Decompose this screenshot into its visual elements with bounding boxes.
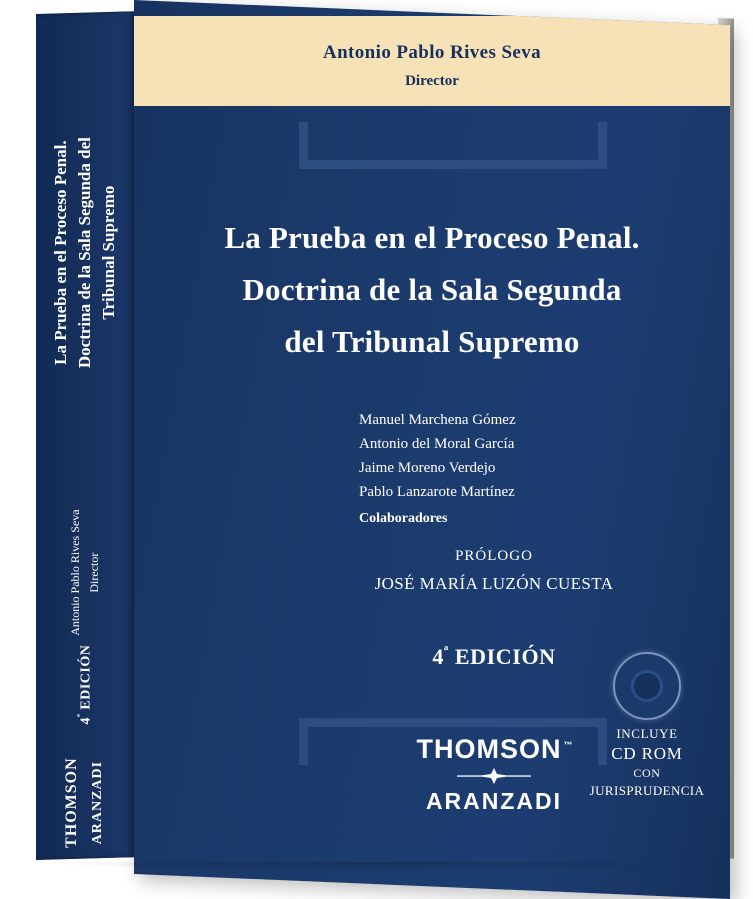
spine-title: [49, 137, 121, 368]
prologue-label: PRÓLOGO: [455, 548, 533, 564]
cd-badge-text: [572, 726, 722, 799]
spine-author: [66, 509, 104, 635]
cover-edition-number: 4: [432, 644, 444, 669]
collaborators-label: Colaboradores: [359, 511, 448, 526]
spine-edition-word: EDICIÓN: [78, 644, 94, 710]
cover-author-role: Director: [405, 73, 459, 89]
publisher-imprint: ARANZADI: [425, 788, 563, 814]
spine-title-line: Tribunal Supremo: [99, 185, 118, 320]
spine-edition-ordinal: ª: [75, 713, 87, 718]
cd-badge-line: CON: [633, 766, 661, 780]
cover-title-line: Doctrina de la Sala Segunda: [242, 272, 622, 307]
cover-title-line: La Prueba en el Proceso Penal.: [224, 220, 640, 255]
cover-title: [174, 212, 690, 368]
cover-edition-word: EDICIÓN: [454, 644, 556, 669]
spine-publisher-name: THOMSON: [63, 757, 80, 848]
spine-edition-number: 4: [78, 717, 94, 725]
spine-publisher-imprint: ARANZADI: [90, 760, 105, 845]
book-front-cover: [134, 0, 730, 899]
decorative-bracket-top-icon: [299, 122, 607, 169]
cd-badge-line: CD ROM: [611, 744, 683, 763]
cover-header-band: [134, 16, 730, 106]
book-shadow: [40, 862, 730, 872]
spine-title-line: Doctrina de la Sala Segunda del: [75, 137, 94, 369]
cover-collaborators: [359, 408, 689, 527]
collaborator-name: Manuel Marchena Gómez: [359, 412, 516, 428]
spine-author-role: Director: [87, 552, 101, 593]
cover-author-name: Antonio Pablo Rives Seva: [322, 42, 542, 63]
collaborator-name: Pablo Lanzarote Martínez: [359, 484, 515, 500]
collaborator-name: Jaime Moreno Verdejo: [359, 460, 496, 476]
cover-prologue: [284, 548, 704, 594]
publisher-name-text: THOMSON: [416, 734, 562, 764]
cover-edition-ordinal: ª: [443, 644, 449, 660]
spine-publisher: [59, 757, 111, 848]
cover-title-line: del Tribunal Supremo: [284, 324, 580, 359]
cd-disc-icon: [613, 652, 681, 720]
book-spine: [36, 11, 134, 860]
cd-badge-line: JURISPRUDENCIA: [589, 783, 705, 798]
spine-author-name: Antonio Pablo Rives Seva: [68, 509, 82, 636]
spine-title-line: La Prueba en el Proceso Penal.: [51, 140, 70, 365]
spine-edition: [76, 645, 95, 725]
cd-rom-badge: [572, 652, 722, 799]
trademark-symbol: ™: [563, 740, 574, 750]
collaborator-name: Antonio del Moral García: [359, 436, 515, 452]
cd-badge-line: INCLUYE: [616, 726, 678, 741]
prologue-author: JOSÉ MARÍA LUZÓN CUESTA: [374, 574, 614, 593]
